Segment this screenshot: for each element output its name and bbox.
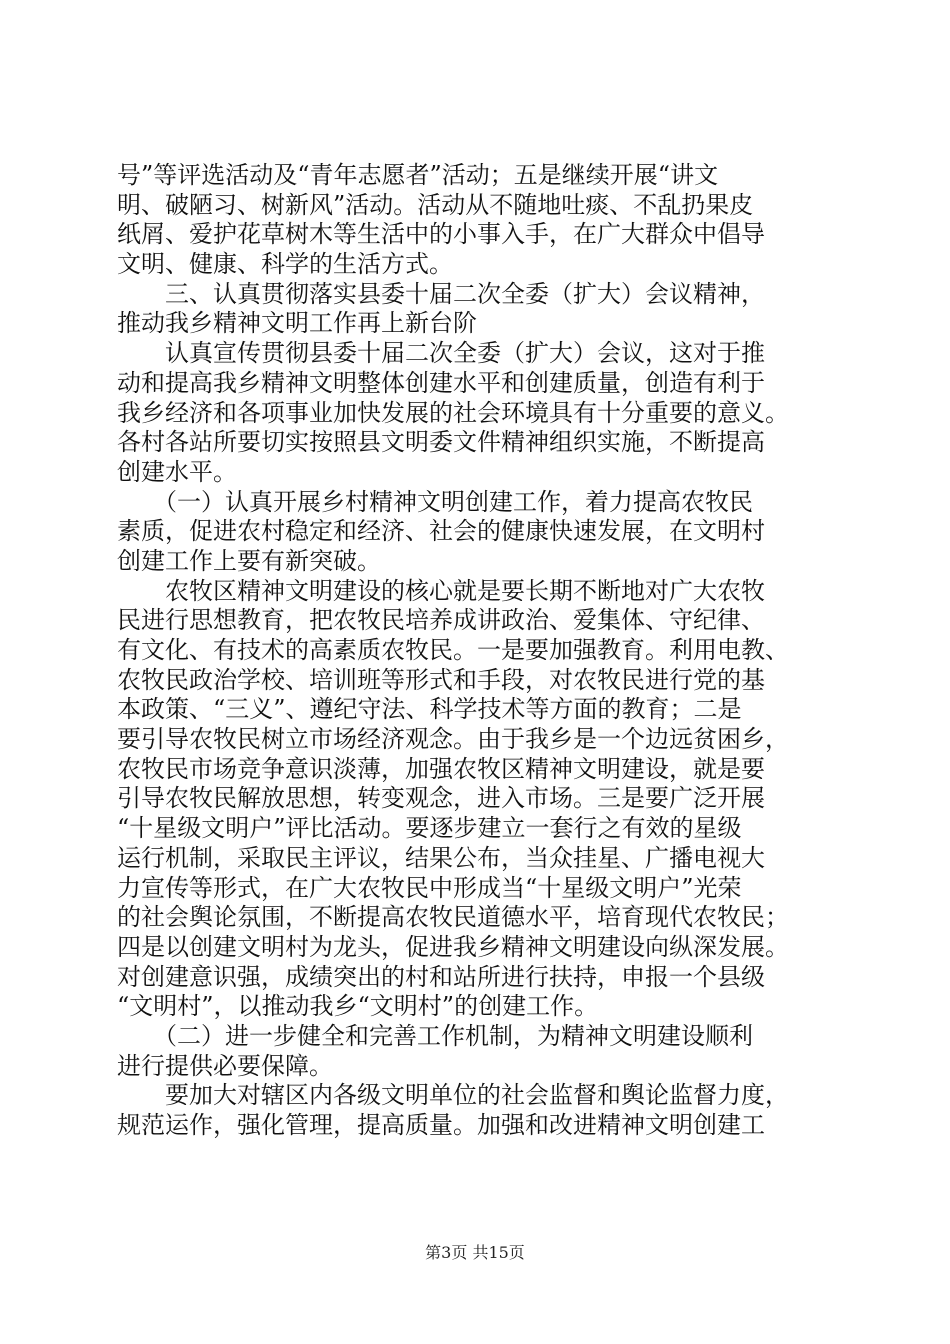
- body-line: 农牧区精神文明建设的核心就是要长期不断地对广大农牧: [117, 576, 765, 605]
- body-line: 民进行思想教育，把农牧民培养成讲政治、爱集体、守纪律、: [117, 606, 765, 635]
- body-line: 的社会舆论氛围，不断提高农牧民道德水平，培育现代农牧民；: [117, 903, 789, 932]
- body-line: “文明村”，以推动我乡“文明村”的创建工作。: [117, 992, 599, 1021]
- subsection-heading-line: （二）进一步健全和完善工作机制，为精神文明建设顺利: [117, 1021, 753, 1050]
- document-body: [117, 161, 837, 1141]
- body-line: 本政策、“三义”、遵纪守法、科学技术等方面的教育；二是: [117, 695, 742, 724]
- subsection-heading-line: 进行提供必要保障。: [117, 1051, 333, 1080]
- body-line: 四是以创建文明村为龙头，促进我乡精神文明建设向纵深发展。: [117, 932, 789, 961]
- body-line: 力宣传等形式，在广大农牧民中形成当“十星级文明户”光荣: [117, 873, 742, 902]
- body-line: 要引导农牧民树立市场经济观念。由于我乡是一个边远贫困乡，: [117, 725, 789, 754]
- body-line: 纸屑、爱护花草树木等生活中的小事入手，在广大群众中倡导: [117, 220, 765, 249]
- body-line: 文明、健康、科学的生活方式。: [117, 250, 453, 279]
- page-number-footer: 第3页 共15页: [425, 1243, 525, 1262]
- body-line: 动和提高我乡精神文明整体创建水平和创建质量，创造有利于: [117, 368, 765, 397]
- body-line: 认真宣传贯彻县委十届二次全委（扩大）会议，这对于推: [117, 339, 765, 368]
- body-line: 运行机制，采取民主评议，结果公布，当众挂星、广播电视大: [117, 843, 765, 872]
- body-line: 号”等评选活动及“青年志愿者”活动；五是继续开展“讲文: [117, 161, 719, 189]
- subsection-heading-line: 素质，促进农村稳定和经济、社会的健康快速发展，在文明村: [117, 517, 765, 546]
- body-line: 对创建意识强，成绩突出的村和站所进行扶持，申报一个县级: [117, 962, 765, 991]
- body-line: 各村各站所要切实按照县文明委文件精神组织实施，不断提高: [117, 428, 765, 457]
- body-line: 我乡经济和各项事业加快发展的社会环境具有十分重要的意义。: [117, 398, 789, 427]
- body-line: 创建水平。: [117, 457, 237, 486]
- body-line: “十星级文明户”评比活动。要逐步建立一套行之有效的星级: [117, 814, 742, 843]
- body-line: 农牧民市场竞争意识淡薄，加强农牧区精神文明建设，就是要: [117, 754, 765, 783]
- body-line: 引导农牧民解放思想，转变观念，进入市场。三是要广泛开展: [117, 784, 765, 813]
- section-heading-line: 三、认真贯彻落实县委十届二次全委（扩大）会议精神，: [117, 279, 765, 308]
- body-line: 有文化、有技术的高素质农牧民。一是要加强教育。利用电教、: [117, 636, 789, 664]
- body-line: 规范运作，强化管理，提高质量。加强和改进精神文明创建工: [117, 1111, 765, 1139]
- section-heading-line: 推动我乡精神文明工作再上新台阶: [117, 309, 477, 338]
- body-line: 农牧民政治学校、培训班等形式和手段，对农牧民进行党的基: [117, 665, 765, 694]
- subsection-heading-line: 创建工作上要有新突破。: [117, 546, 381, 575]
- body-line: 明、破陋习、树新风”活动。活动从不随地吐痰、不乱扔果皮: [117, 190, 754, 219]
- subsection-heading-line: （一）认真开展乡村精神文明创建工作，着力提高农牧民: [117, 487, 753, 516]
- body-line: 要加大对辖区内各级文明单位的社会监督和舆论监督力度，: [117, 1081, 789, 1110]
